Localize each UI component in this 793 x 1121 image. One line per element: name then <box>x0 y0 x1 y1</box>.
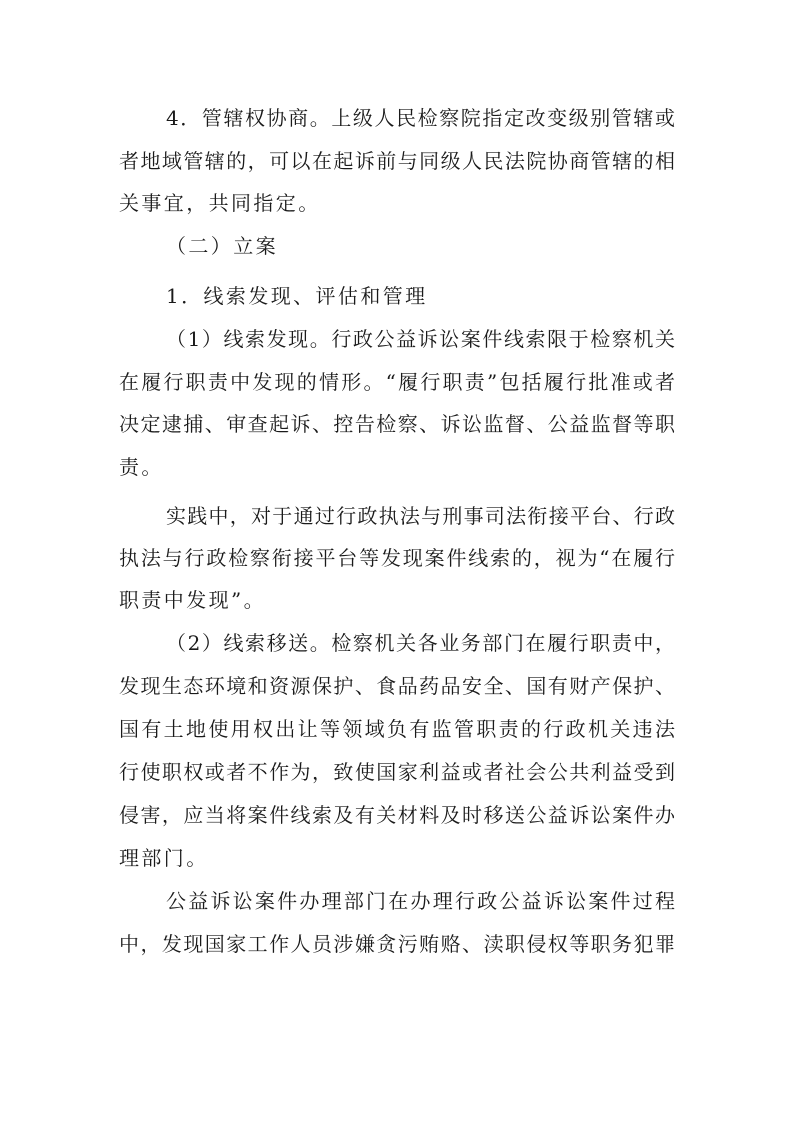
paragraph-line: 4．管辖权协商。上级人民检察院指定改变级别管辖或 <box>166 106 675 130</box>
paragraph-line: 中，发现国家工作人员涉嫌贪污贿赂、渎职侵权等职务犯罪 <box>119 932 675 956</box>
paragraph-line: （2）线索移送。检察机关各业务部门在履行职责中， <box>166 631 675 655</box>
paragraph-line: （1）线索发现。行政公益诉讼案件线索限于检察机关 <box>166 327 675 351</box>
paragraph-line: 决定逮捕、审查起诉、控告检察、诉讼监督、公益监督等职 <box>119 412 675 436</box>
paragraph-line: 执法与行政检察衔接平台等发现案件线索的，视为“在履行 <box>119 546 675 570</box>
subsection-heading: 1．线索发现、评估和管理 <box>166 284 428 308</box>
paragraph-line: 理部门。 <box>119 846 209 870</box>
paragraph-line: 侵害，应当将案件线索及有关材料及时移送公益诉讼案件办 <box>119 803 675 827</box>
paragraph-line: 公益诉讼案件办理部门在办理行政公益诉讼案件过程 <box>166 889 675 913</box>
paragraph-line: 责。 <box>119 455 164 479</box>
section-heading: （二）立案 <box>166 234 278 258</box>
paragraph-line: 实践中，对于通过行政执法与刑事司法衔接平台、行政 <box>166 504 675 528</box>
paragraph-line: 国有土地使用权出让等领域负有监管职责的行政机关违法 <box>119 717 675 741</box>
paragraph-line: 行使职权或者不作为，致使国家利益或者社会公共利益受到 <box>119 760 675 784</box>
paragraph-line: 在履行职责中发现的情形。“履行职责”包括履行批准或者 <box>119 370 675 394</box>
paragraph-line: 职责中发现”。 <box>119 588 267 612</box>
paragraph-line: 者地域管辖的，可以在起诉前与同级人民法院协商管辖的相 <box>119 149 675 173</box>
paragraph-line: 发现生态环境和资源保护、食品药品安全、国有财产保护、 <box>119 674 675 698</box>
paragraph-line: 关事宜，共同指定。 <box>119 191 321 215</box>
